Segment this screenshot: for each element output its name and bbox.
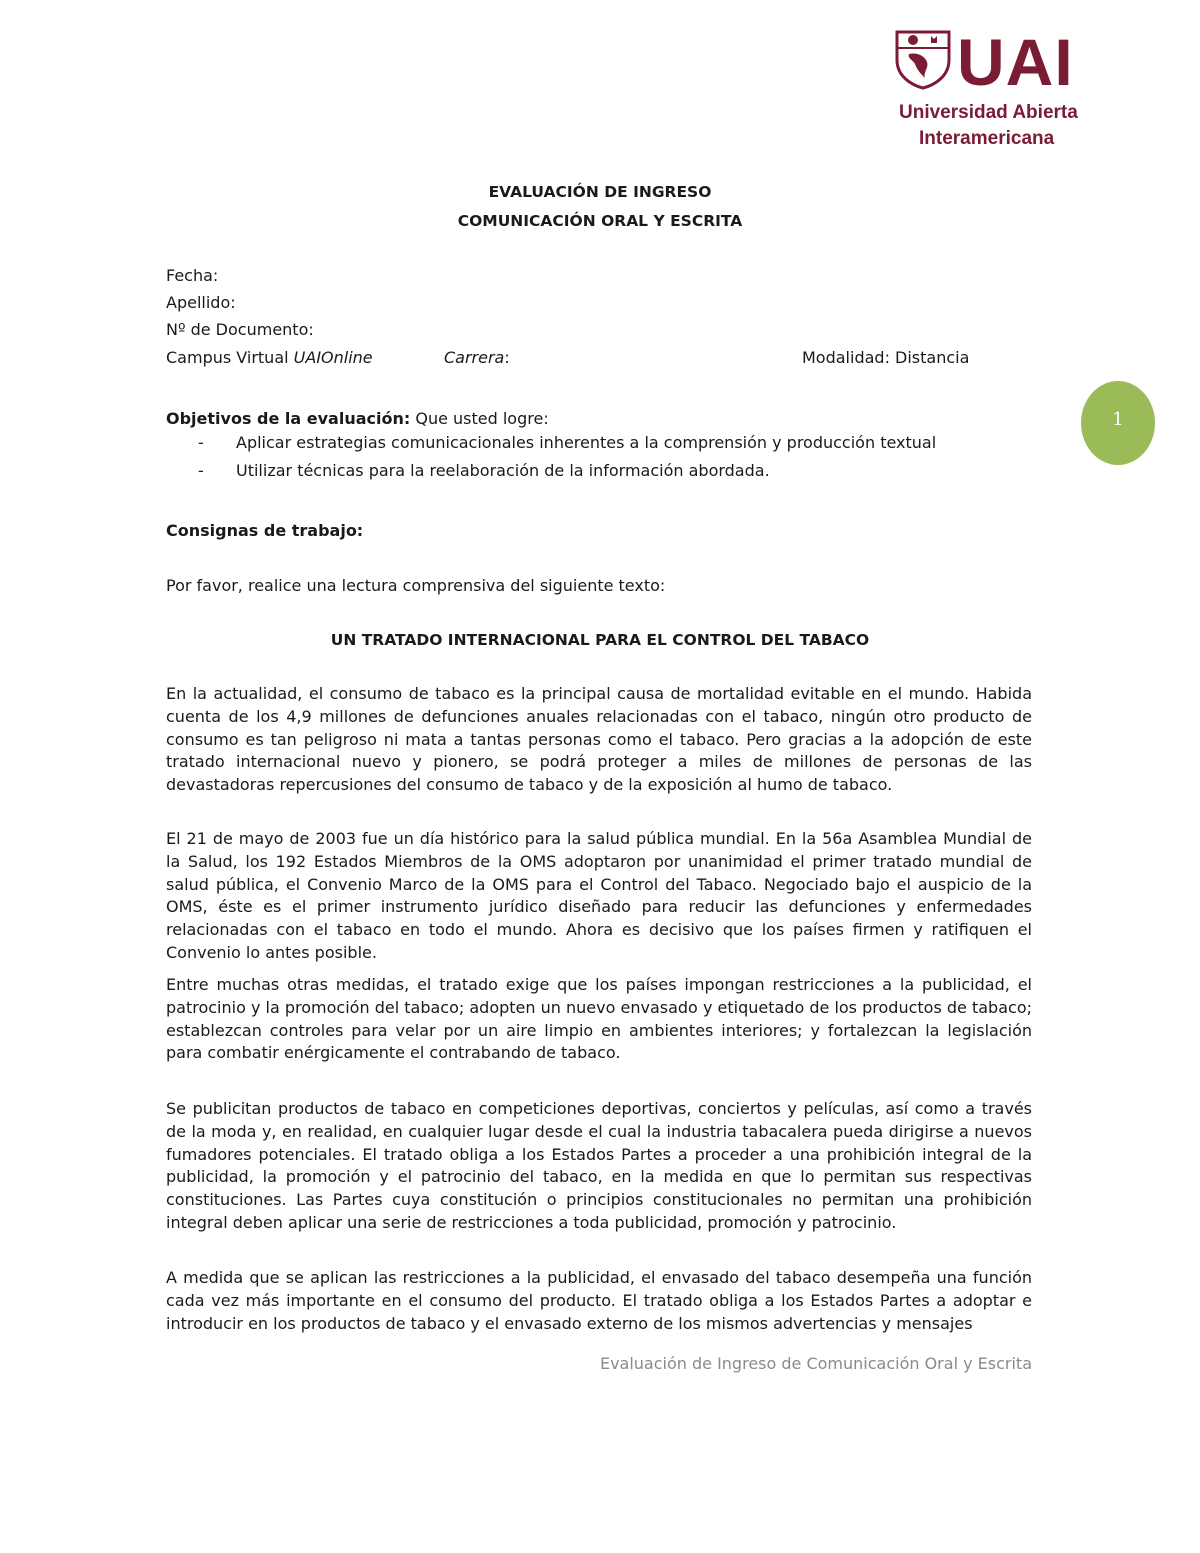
- logo-line-2: Interamericana: [919, 128, 1055, 149]
- objectives-intro: Que usted logre:: [410, 409, 549, 428]
- documento-field: Nº de Documento:: [166, 320, 314, 339]
- logo-line-1: Universidad Abierta: [899, 102, 1078, 123]
- objectives-heading: [166, 409, 549, 428]
- objective-item-2: Utilizar técnicas para la reelaboración de la información abordada.: [236, 461, 770, 480]
- document-subtitle: COMUNICACIÓN ORAL Y ESCRITA: [457, 212, 743, 230]
- page-number-badge: 1: [1081, 381, 1155, 465]
- fecha-field: Fecha:: [166, 266, 219, 285]
- instructions-label: Consignas de trabajo:: [166, 521, 364, 540]
- page-footer: Evaluación de Ingreso de Comunicación Oral y Escrita: [599, 1354, 1032, 1373]
- uai-shield-icon: [895, 30, 951, 90]
- article-title: UN TRATADO INTERNACIONAL PARA EL CONTROL DEL TABACO: [330, 631, 870, 649]
- article-paragraph-5: A medida que se aplican las restricciones a la publicidad, el envasado del tabaco desempeña una función cada vez más importante en el consumo del producto. El tratado obliga a los Estados Partes a adoptar e introducir en los productos de tabaco y el envasado externo de los mismos advertencias y mensajes: [166, 1268, 1032, 1333]
- uai-logo: [895, 25, 1120, 155]
- campus-field: [166, 348, 373, 367]
- carrera-label: Carrera: [444, 348, 505, 367]
- article-paragraph-1: En la actualidad, el consumo de tabaco es la principal causa de mortalidad evitable en el mundo. Habida cuenta de los 4,9 millones de defunciones anuales relacionadas con el tabaco, ningún otro producto de consumo es tan peligroso ni mata a tantas personas como el tabaco. Pero gracias a la adopción de este tratado internacional nuevo y pionero, se podrá proteger a miles de millones de personas de las devastadoras repercusiones del consumo de tabaco y de la exposición al humo de tabaco.: [166, 684, 1032, 795]
- article-paragraph-3: Entre muchas otras medidas, el tratado exige que los países impongan restricciones a la publicidad, el patrocinio y la promoción del tabaco; adopten un nuevo envasado y etiquetado de los productos de tabaco; establezcan controles para velar por un aire limpio en ambientes interiores; y fortalezcan la legislación para combatir enérgicamente el contrabando de tabaco.: [166, 975, 1032, 1063]
- carrera-colon: :: [504, 348, 510, 367]
- campus-prefix: Campus Virtual: [166, 348, 294, 367]
- apellido-field: Apellido:: [166, 293, 236, 312]
- instructions-prompt: Por favor, realice una lectura comprensiva del siguiente texto:: [166, 576, 666, 595]
- uai-acronym: UAI: [957, 25, 1074, 99]
- objective-dash-1: -: [198, 433, 204, 452]
- article-paragraph-4: Se publicitan productos de tabaco en competiciones deportivas, conciertos y películas, así como a través de la moda y, en realidad, en cualquier lugar desde el cual la industria tabacalera pueda dirigirse a nuevos fumadores potenciales. El tratado obliga a los Estados Partes a proceder a una prohibición integral de la publicidad, la promoción y el patrocinio del tabaco, en la medida en que lo permitan sus respectivas constituciones. Las Partes cuya constitución o principios constitucionales no permitan una prohibición integral deben aplicar una serie de restricciones a toda publicidad, promoción y patrocinio.: [166, 1099, 1032, 1232]
- objectives-label: Objetivos de la evaluación:: [166, 409, 411, 428]
- objective-item-1: Aplicar estrategias comunicacionales inherentes a la comprensión y producción textual: [236, 433, 937, 452]
- document-title: EVALUACIÓN DE INGRESO: [488, 183, 712, 201]
- instructions-heading: [166, 521, 363, 540]
- objective-dash-2: -: [198, 461, 204, 480]
- article-paragraph-2: El 21 de mayo de 2003 fue un día histórico para la salud pública mundial. En la 56a Asamblea Mundial de la Salud, los 192 Estados Miembros de la OMS adoptaron por unanimidad el primer tratado mundial de salud pública, el Convenio Marco de la OMS para el Control del Tabaco. Negociado bajo el auspicio de la OMS, éste es el primer instrumento jurídico diseñado para reducir las defunciones y enfermedades relacionadas con el tabaco en todo el mundo. Ahora es decisivo que los países firmen y ratifiquen el Convenio lo antes posible.: [166, 829, 1032, 962]
- modalidad-field: Modalidad: Distancia: [802, 348, 970, 367]
- carrera-field: [444, 348, 510, 367]
- campus-name: UAIOnline: [293, 348, 373, 367]
